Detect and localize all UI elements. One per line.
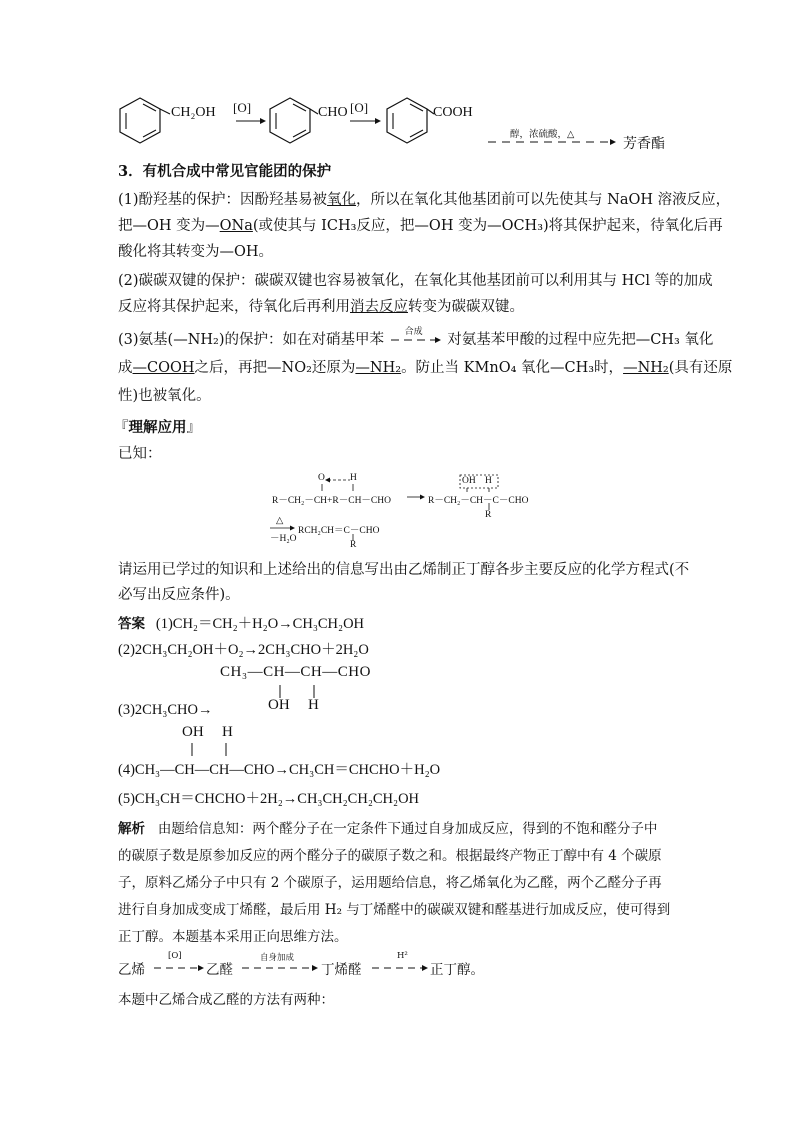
analysis-l2: 的碳原子数是原参加反应的两个醛分子的碳原子数之和。根据最终产物正丁醇中有 4 个碳原 (118, 848, 662, 864)
p3-line1: (3)氨基(—NH₂)的保护：如在对硝基甲苯 合成 对氨基苯甲酸的过程中应先把—CH₃ 氧化 (118, 327, 714, 348)
p2-line1: (2)碳碳双键的保护：碳碳双键也容易被氧化，在氧化其他基团前可以利用其与 HCl 等的加成 (118, 273, 713, 289)
analysis-l4: 进行自身加成变成丁烯醛，最后用 H₂ 与丁烯醛中的碳碳双键和醛基进行加成反应，使可得到 (118, 902, 671, 918)
apply-heading: 『理解应用』 (114, 419, 201, 436)
eq4-bonds (182, 742, 242, 758)
analysis-last: 本题中乙烯合成乙醛的方法有两种： (118, 992, 334, 1008)
product-aromatic-ester: 芳香酯 (623, 136, 665, 152)
oxidant-label-2: [O] (350, 100, 369, 115)
scheme1-right: R－CH₂－CH－C－CHO (428, 496, 529, 506)
p1-line3: 酸化将其转变为—OH。 (118, 244, 274, 260)
p3-line2: 成—COOH之后，再把—NO₂还原为—NH₂。防止当 KMnO₄ 氧化—CH₃时，—NH₂(具有还原 (118, 360, 733, 376)
answer-eq1: 答案 (1)CH₂＝CH₂＋H₂O→CH₃CH₂OH (118, 616, 365, 632)
synthesis-route: 乙烯 [O] 乙醛 自身加成 丁烯醛 H² 正丁醇。 (118, 951, 484, 978)
p2-line2: 反应将其保护起来，待氧化后再利用消去反应转变为碳碳双键。 (118, 299, 524, 315)
known-reaction-sketch: O H R－CH₂－CH+R－CH－CHO R－CH₂－CH－C－CHO OH H R △ －H₂O RCH₂CH＝C－CHO R (270, 470, 570, 554)
answer-eq2: (2)2CH₃CH₂OH＋O₂→2CH₃CHO＋2H₂O (118, 642, 369, 658)
eq3-structure-top: CH₃—CH—CH—CHO (220, 664, 371, 680)
p1-line2: 把—OH 变为—ONa(或使其与 ICH₃反应，把—OH 变为—OCH₃)将其保护起来，待氧化后再 (118, 218, 723, 234)
question-line1: 请运用已学过的知识和上述给出的信息写出由乙烯制正丁醇各步主要反应的化学方程式(不 (118, 562, 690, 578)
analysis-l5: 正丁醇。本题基本采用正向思维方法。 (118, 929, 348, 945)
scheme2-product: RCH₂CH＝C－CHO (298, 526, 380, 536)
question-line2: 必写出反应条件)。 (118, 587, 240, 603)
cho-label: CHO (318, 105, 348, 120)
answer-eq5: (5)CH₃CH＝CHCHO＋2H₂→CH₃CH₂CH₂CH₂OH (118, 791, 420, 807)
synthesis-arrow: 合成 (389, 330, 443, 350)
cooh-label: COOH (433, 105, 473, 120)
benzene-rings-svg (110, 92, 710, 152)
ch2oh-label: CH₂OH (171, 105, 216, 120)
scheme1-left: R－CH₂－CH+R－CH－CHO (272, 496, 391, 506)
known-label: 已知： (118, 446, 162, 462)
p1-line1: (1)酚羟基的保护：因酚羟基易被氧化，所以在氧化其他基团前可以先使其与 NaOH 溶液反应， (118, 192, 731, 208)
answer-eq4: (4)CH₃—CH—CH—CHO→CH₃CH＝CHCHO＋H₂O (118, 762, 441, 778)
oxidant-label-1: [O] (233, 100, 252, 115)
p3-line3: 性)也被氧化。 (118, 388, 211, 404)
analysis-l1: 解析 由题给信息知：两个醛分子在一定条件下通过自身加成反应，得到的不饱和醛分子中 (118, 821, 658, 837)
reagent-label: 醇，浓硫酸，△ (510, 129, 575, 140)
analysis-l3: 子，原料乙烯分子中只有 2 个碳原子，运用题给信息，将乙烯氧化为乙醛，两个乙醛分子再 (118, 875, 662, 891)
section3-heading: 3．有机合成中常见官能团的保护 (118, 163, 332, 180)
sketch-lines (270, 470, 570, 554)
answer-eq3: (3)2CH₃CHO→ (118, 702, 213, 718)
